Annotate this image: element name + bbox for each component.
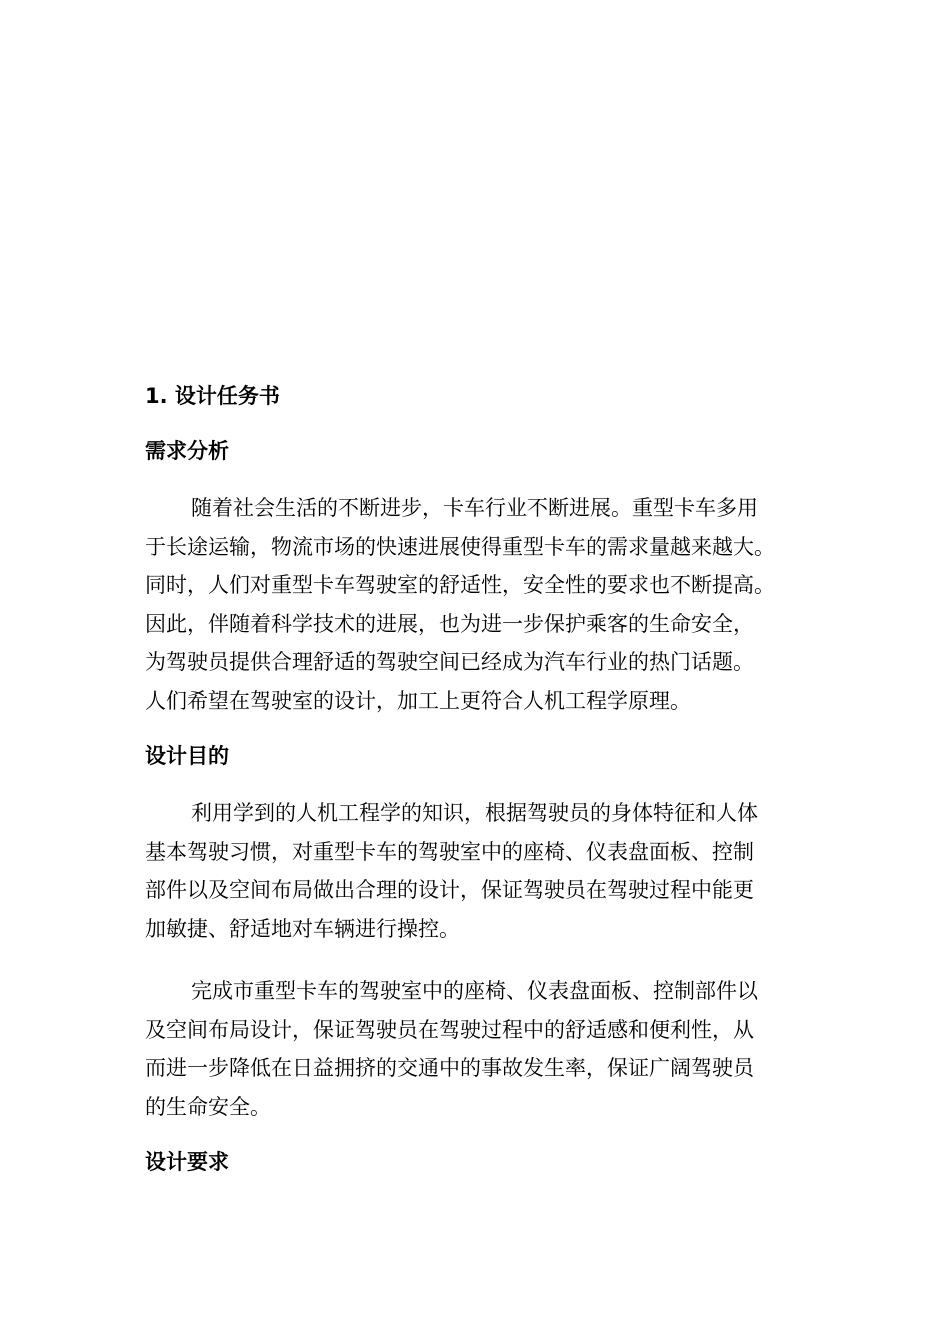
needs-analysis-paragraph bbox=[145, 489, 820, 720]
paragraph-line: 的生命安全。 bbox=[145, 1094, 271, 1119]
paragraph-line: 利用学到的人机工程学的知识，根据驾驶员的身体特征和人体 bbox=[191, 801, 758, 825]
design-purpose-paragraph-1 bbox=[145, 794, 820, 948]
design-purpose-paragraph-2 bbox=[145, 972, 820, 1126]
document-content bbox=[145, 380, 820, 1178]
paragraph-line: 人们希望在驾驶室的设计，加工上更符合人机工程学原理。 bbox=[145, 688, 691, 713]
paragraph-line: 加敏捷、舒适地对车辆进行操控。 bbox=[145, 916, 460, 941]
paragraph-line: 而进一步降低在日益拥挤的交通中的事故发生率，保证广阔驾驶员 bbox=[145, 1056, 754, 1080]
paragraph-line: 完成市重型卡车的驾驶室中的座椅、仪表盘面板、控制部件以 bbox=[191, 979, 758, 1003]
paragraph-line: 及空间布局设计，保证驾驶员在驾驶过程中的舒适感和便利性，从 bbox=[145, 1017, 754, 1042]
paragraph-line: 因此，伴随着科学技术的进展，也为进一步保护乘客的生命安全， bbox=[145, 611, 754, 636]
design-purpose-heading: 设计目的 bbox=[145, 744, 229, 768]
paragraph-line: 基本驾驶习惯，对重型卡车的驾驶室中的座椅、仪表盘面板、控制 bbox=[145, 839, 754, 864]
paragraph-line: 随着社会生活的不断进步，卡车行业不断进展。重型卡车多用 bbox=[191, 496, 758, 520]
paragraph-line: 部件以及空间布局做出合理的设计，保证驾驶员在驾驶过程中能更 bbox=[145, 878, 754, 902]
paragraph-line: 为驾驶员提供合理舒适的驾驶空间已经成为汽车行业的热门话题。 bbox=[145, 650, 754, 674]
paragraph-line: 同时，人们对重型卡车驾驶室的舒适性，安全性的要求也不断提高。 bbox=[145, 573, 775, 597]
needs-analysis-heading: 需求分析 bbox=[145, 439, 229, 463]
section-title: 1. 设计任务书 bbox=[145, 384, 280, 408]
design-requirements-heading: 设计要求 bbox=[145, 1150, 229, 1174]
paragraph-line: 于长途运输，物流市场的快速进展使得重型卡车的需求量越来越大。 bbox=[145, 534, 775, 559]
